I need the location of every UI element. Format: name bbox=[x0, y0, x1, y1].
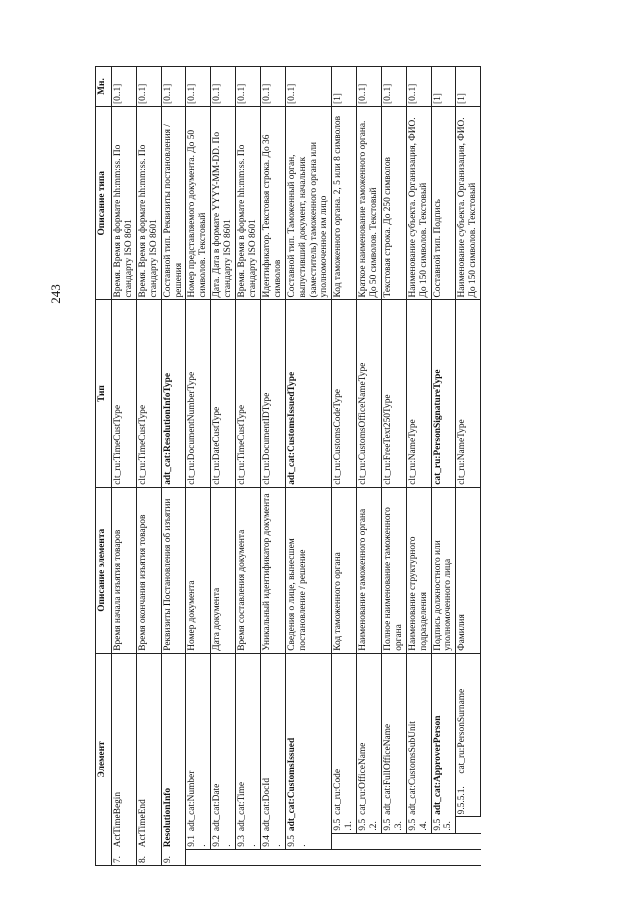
element-name: cat_ru:Code bbox=[332, 653, 357, 817]
element-description: Полное наименование таможенного органа bbox=[381, 487, 406, 653]
type-name: adt_cat:CustomsIssuedType bbox=[285, 300, 332, 487]
element-description: Дата документа bbox=[211, 487, 236, 653]
type-name: clt_ru:CustomsOfficeNameType bbox=[357, 300, 382, 487]
element-description: Время окончания изъятия товаров bbox=[136, 487, 161, 653]
row-number: 9. bbox=[161, 849, 186, 865]
indent-cell bbox=[381, 833, 406, 849]
type-description: Номер представляемого документа. До 50 символов. Текстовый bbox=[186, 107, 211, 300]
row-number: 9.5.3. bbox=[381, 817, 406, 833]
multiplicity: [0..1] bbox=[112, 67, 137, 107]
multiplicity: [0..1] bbox=[285, 67, 332, 107]
type-name: clt_ru:TimeCustType bbox=[236, 300, 261, 487]
type-description: Время. Время в формате hh:mm:ss. По стандарту ISO 8601 bbox=[236, 107, 261, 300]
type-description: Составной тип. Подпись bbox=[431, 107, 456, 300]
type-description: Составной тип. Таможенный орган, выпустивший документ, начальник (заместитель) таможенного органа или уполномоченное им лицо bbox=[285, 107, 332, 300]
table-row bbox=[211, 67, 236, 866]
row-number: 9.5.5.1. bbox=[456, 776, 481, 817]
element-name: adt_cat:FullOfficeName bbox=[381, 653, 406, 817]
multiplicity: [1] bbox=[456, 67, 481, 107]
header-type: Тип bbox=[96, 300, 112, 487]
header-element: Элемент bbox=[96, 653, 112, 865]
element-name: adt_cat:CustomsSubUnit bbox=[406, 653, 431, 817]
type-name: clt_ru:CustomsCodeType bbox=[332, 300, 357, 487]
element-name: adt_cat:Number bbox=[186, 653, 211, 833]
indent-cell bbox=[431, 833, 456, 849]
element-description: Реквизиты Постановления об изъятии bbox=[161, 487, 186, 653]
multiplicity: [0..1] bbox=[236, 67, 261, 107]
type-name: clt_ru:DateCustType bbox=[211, 300, 236, 487]
table-header bbox=[96, 67, 112, 866]
row-number: 9.1. bbox=[186, 833, 211, 849]
row-number: 9.3. bbox=[236, 833, 261, 849]
indent-cell bbox=[431, 849, 456, 865]
indent-cell bbox=[357, 849, 382, 865]
row-number: 9.2. bbox=[211, 833, 236, 849]
multiplicity: [0..1] bbox=[136, 67, 161, 107]
indent-cell bbox=[456, 817, 481, 833]
element-name: cat_ru:PersonSurname bbox=[456, 653, 481, 775]
indent-cell bbox=[285, 849, 332, 865]
type-description: Идентификатор. Текстовая строка. До 36 символов bbox=[260, 107, 285, 300]
header-type-description: Описание типа bbox=[96, 107, 112, 300]
type-name: adt_cat:ResolutionInfoType bbox=[161, 300, 186, 487]
element-name: ActTimeEnd bbox=[136, 653, 161, 849]
table-row bbox=[332, 67, 357, 866]
element-description: Время начала изъятия товаров bbox=[112, 487, 137, 653]
type-description: Составной тип. Реквизиты постановления / решения bbox=[161, 107, 186, 300]
multiplicity: [1] bbox=[332, 67, 357, 107]
row-number: 8. bbox=[136, 849, 161, 865]
table-row bbox=[136, 67, 161, 866]
header-element-description: Описание элемента bbox=[96, 487, 112, 653]
multiplicity: [0..1] bbox=[161, 67, 186, 107]
element-name: adt_cat:Date bbox=[211, 653, 236, 833]
multiplicity: [0..1] bbox=[186, 67, 211, 107]
table-row bbox=[406, 67, 431, 866]
indent-cell bbox=[332, 833, 357, 849]
multiplicity: [0..1] bbox=[381, 67, 406, 107]
table-row bbox=[456, 67, 481, 866]
indent-cell bbox=[236, 849, 261, 865]
row-number: 7. bbox=[112, 849, 137, 865]
table-row bbox=[260, 67, 285, 866]
table-row bbox=[357, 67, 382, 866]
type-name: clt_ru:DocumentNumberType bbox=[186, 300, 211, 487]
row-number: 9.4. bbox=[260, 833, 285, 849]
table-row bbox=[161, 67, 186, 866]
indent-cell bbox=[406, 849, 431, 865]
multiplicity: [1] bbox=[431, 67, 456, 107]
row-number: 9.5.5. bbox=[431, 817, 456, 833]
row-number: 9.5.4. bbox=[406, 817, 431, 833]
table-row bbox=[236, 67, 261, 866]
multiplicity: [0..1] bbox=[260, 67, 285, 107]
type-description: Краткое наименование таможенного органа. До 50 символов. Текстовый bbox=[357, 107, 382, 300]
type-description: Наименование субъекта. Организация, ФИО. До 150 символов. Текстовый bbox=[406, 107, 431, 300]
elements-table bbox=[95, 66, 481, 866]
type-description: Текстовая строка. До 250 символов bbox=[381, 107, 406, 300]
header-multiplicity: Мн. bbox=[96, 67, 112, 107]
multiplicity: [0..1] bbox=[406, 67, 431, 107]
type-name: clt_ru:FreeText250Type bbox=[381, 300, 406, 487]
element-description: Сведения о лице, вынесшем постановление / решение bbox=[285, 487, 332, 653]
indent-cell bbox=[357, 833, 382, 849]
table-row bbox=[112, 67, 137, 866]
type-description: Дата. Дата в формате YYYY-MM-DD. По стандарту ISO 8601 bbox=[211, 107, 236, 300]
type-name: cat_ru:PersonSignatureType bbox=[431, 300, 456, 487]
type-description: Код таможенного органа. 2, 5 или 8 символов bbox=[332, 107, 357, 300]
indent-cell bbox=[186, 849, 211, 865]
type-description: Время. Время в формате hh:mm:ss. По стандарту ISO 8601 bbox=[136, 107, 161, 300]
row-number: 9.5.1. bbox=[332, 817, 357, 833]
type-name: clt_ru:NameType bbox=[406, 300, 431, 487]
row-number: 9.5. bbox=[285, 833, 332, 849]
indent-cell bbox=[381, 849, 406, 865]
type-name: clt_ru:TimeCustType bbox=[136, 300, 161, 487]
indent-cell bbox=[456, 849, 481, 865]
element-description: Время составления документа bbox=[236, 487, 261, 653]
table-row bbox=[431, 67, 456, 866]
type-description: Время. Время в формате hh:mm:ss. По стандарту ISO 8601 bbox=[112, 107, 137, 300]
table-row bbox=[285, 67, 332, 866]
type-description: Наименование субъекта. Организация, ФИО. До 150 символов. Текстовый bbox=[456, 107, 481, 300]
type-name: clt_ru:DocumentIDType bbox=[260, 300, 285, 487]
type-name: clt_ru:TimeCustType bbox=[112, 300, 137, 487]
indent-cell bbox=[211, 849, 236, 865]
element-description: Подпись должностного или уполномоченного лица bbox=[431, 487, 456, 653]
element-description: Номер документа bbox=[186, 487, 211, 653]
indent-cell bbox=[332, 849, 357, 865]
multiplicity: [0..1] bbox=[211, 67, 236, 107]
element-name: adt_cat:Time bbox=[236, 653, 261, 833]
rotated-table-container bbox=[95, 66, 545, 866]
element-name: adt_cat:DocId bbox=[260, 653, 285, 833]
element-description: Фамилия bbox=[456, 487, 481, 653]
table-row bbox=[186, 67, 211, 866]
element-name: cat_ru:OfficeName bbox=[357, 653, 382, 817]
type-name: clt_ru:NameType bbox=[456, 300, 481, 487]
page-number: 243 bbox=[48, 284, 63, 304]
table-row bbox=[381, 67, 406, 866]
row-number: 9.5.2. bbox=[357, 817, 382, 833]
element-name: ResolutionInfo bbox=[161, 653, 186, 849]
indent-cell bbox=[406, 833, 431, 849]
element-description: Уникальный идентификатор документа bbox=[260, 487, 285, 653]
indent-cell bbox=[260, 849, 285, 865]
element-description: Наименование таможенного органа bbox=[357, 487, 382, 653]
element-description: Наименование структурного подразделения bbox=[406, 487, 431, 653]
indent-cell bbox=[456, 833, 481, 849]
element-description: Код таможенного органа bbox=[332, 487, 357, 653]
element-name: adt_cat:ApproverPerson bbox=[431, 653, 456, 817]
element-name: adt_cat:CustomsIssued bbox=[285, 653, 332, 833]
element-name: ActTimeBegin bbox=[112, 653, 137, 849]
multiplicity: [0..1] bbox=[357, 67, 382, 107]
